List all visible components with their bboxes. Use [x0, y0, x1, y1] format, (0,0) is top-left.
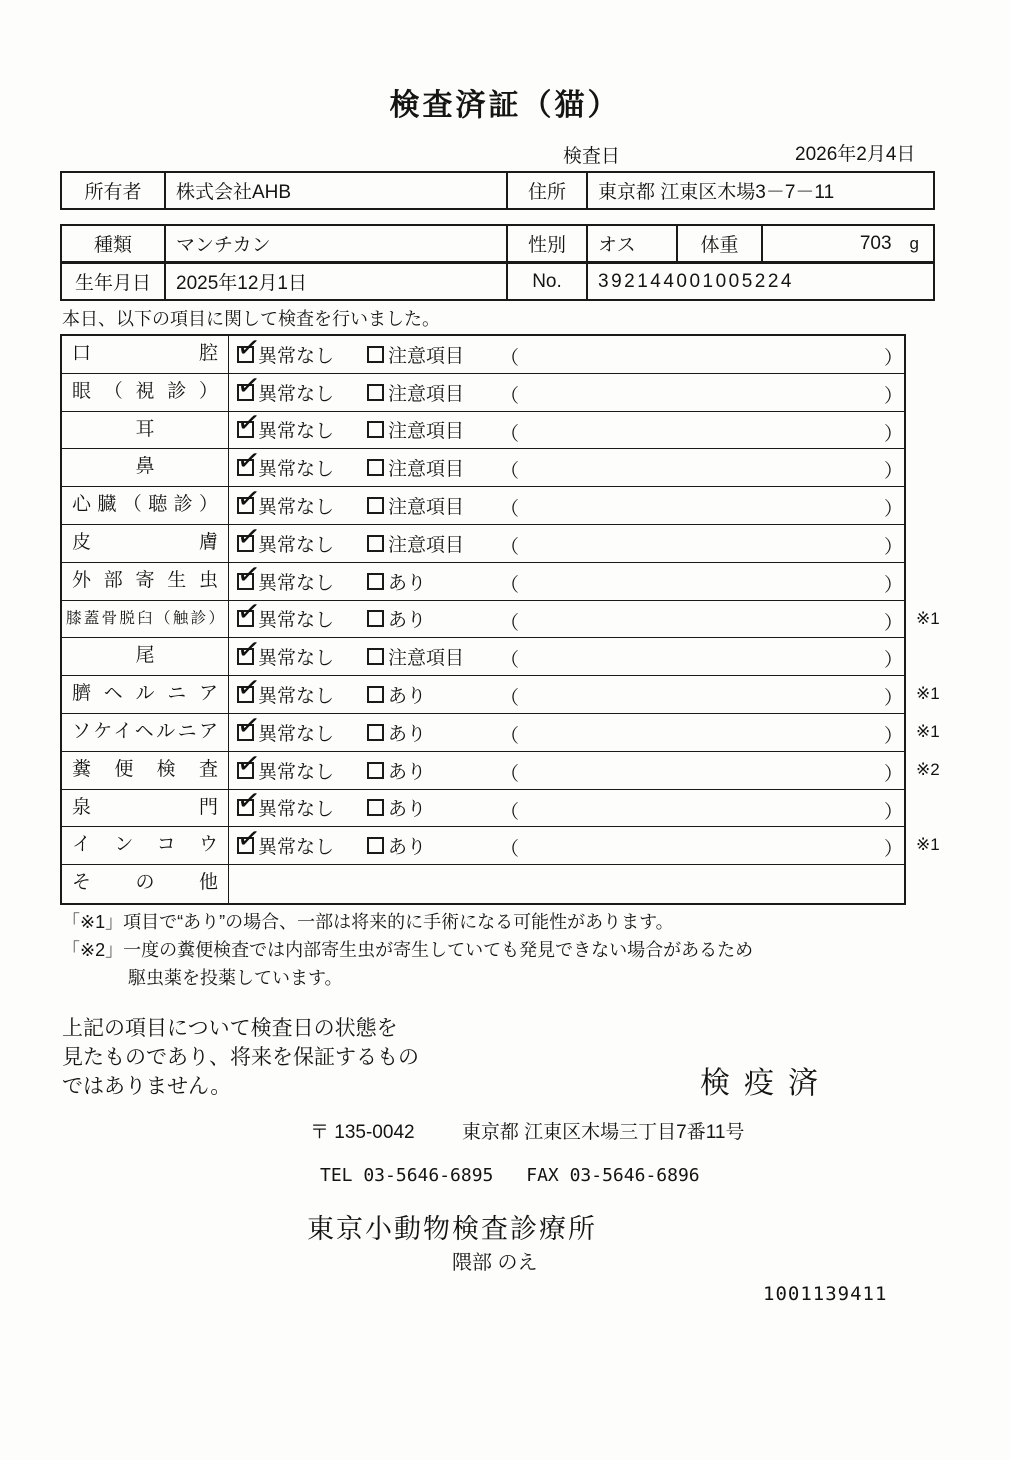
empty-checkbox-icon: [367, 497, 384, 514]
item-name: 口腔: [62, 336, 229, 373]
attention-checkbox: [367, 487, 464, 524]
breed-value: マンチカン: [166, 226, 508, 261]
no-label: No.: [508, 264, 588, 299]
checked-checkbox-icon: [235, 406, 263, 440]
empty-checkbox-icon: [367, 686, 384, 703]
checkbox-label: 注意項目: [388, 459, 465, 481]
paren-open: （: [500, 612, 520, 634]
paren-open: （: [500, 461, 520, 483]
paren-open: （: [500, 763, 520, 785]
empty-checkbox-icon: [367, 837, 384, 854]
check-mark-icon: ✓: [235, 670, 263, 705]
checked-checkbox-icon: [235, 632, 263, 667]
inspection-row: [62, 481, 904, 525]
paren-open: （: [500, 688, 520, 710]
paren-open: （: [500, 348, 520, 369]
tel-fax-line: [320, 1165, 700, 1186]
footnote-1: 「※1」項目で“あり”の場合、一部は将来的に手術になる可能性があります。: [62, 912, 674, 932]
paren-open: （: [500, 385, 520, 407]
inspection-row: [62, 330, 904, 374]
inspection-row: [62, 670, 940, 714]
footnotes: [62, 908, 753, 992]
no-abnormality-checkbox: [235, 330, 335, 373]
no-value: 392144001005224: [598, 270, 795, 292]
check-mark-icon: ✓: [235, 406, 263, 440]
reference-mark: ※1: [916, 684, 940, 704]
empty-checkbox-icon: [367, 421, 384, 438]
paren-close: ）: [884, 536, 904, 558]
paren-open: （: [500, 499, 520, 521]
checked-checkbox-icon: [235, 481, 263, 516]
no-abnormality-checkbox: [235, 519, 335, 562]
check-mark-icon: ✓: [235, 746, 263, 781]
checkbox-label: 注意項目: [388, 383, 465, 405]
weight-value: [763, 226, 933, 261]
empty-checkbox-icon: [367, 724, 384, 741]
inspection-row: [62, 821, 940, 865]
checkbox-label: 異常なし: [258, 648, 335, 670]
attention-checkbox: [367, 676, 426, 713]
item-name: インコウ: [62, 827, 229, 864]
breed-label: 種類: [62, 226, 166, 261]
sex-label: 性別: [508, 226, 588, 261]
check-mark-icon: ✓: [235, 519, 263, 554]
empty-checkbox-icon: [367, 573, 384, 590]
weight-unit: g: [909, 233, 919, 253]
inspection-row: [62, 368, 904, 412]
sex-value: オス: [588, 226, 678, 261]
empty-checkbox-icon: [367, 535, 384, 552]
paren-close: ）: [884, 385, 904, 407]
attention-checkbox: [367, 336, 464, 373]
paren-open: （: [500, 650, 520, 672]
item-name: ソケイヘルニア: [62, 714, 229, 751]
inspection-row: [62, 865, 904, 903]
attention-checkbox: [367, 790, 426, 827]
quarantine-passed-stamp: 検疫済: [700, 1067, 832, 1100]
item-name: 膝蓋骨脱臼（触診）: [62, 601, 229, 638]
attention-checkbox: [367, 374, 464, 411]
item-name: 心臓（聴診）: [62, 487, 229, 524]
no-abnormality-checkbox: [235, 443, 335, 486]
inspection-row: [62, 519, 904, 563]
no-abnormality-checkbox: [235, 746, 335, 789]
clinic-name: 東京小動物検査診療所: [307, 1214, 597, 1244]
inspection-row: [62, 746, 940, 790]
document-title: 検査済証（猫）: [389, 89, 621, 122]
check-mark-icon: ✓: [235, 368, 263, 403]
paren-close: ）: [884, 650, 904, 672]
no-abnormality-checkbox: [235, 632, 335, 675]
no-abnormality-checkbox: [235, 368, 335, 411]
inspection-row: [62, 708, 940, 752]
address-label: 住所: [508, 173, 588, 208]
footnote-2: 「※2」一度の糞便検査では内部寄生虫が寄生していても発見できない場合があるため: [62, 940, 754, 960]
birth-value: 2025年12月1日: [166, 264, 508, 299]
empty-checkbox-icon: [367, 459, 384, 476]
empty-checkbox-icon: [367, 648, 384, 665]
paren-close: ）: [884, 839, 904, 861]
paren-close: ）: [884, 461, 904, 483]
checkbox-label: 異常なし: [258, 610, 335, 632]
attention-checkbox: [367, 525, 464, 562]
item-name: 糞便検査: [62, 752, 229, 789]
checkbox-label: 異常なし: [258, 497, 335, 519]
paren-open: （: [500, 574, 520, 596]
reference-mark: ※1: [916, 721, 940, 741]
attention-checkbox: [367, 449, 464, 486]
inspection-row: [62, 594, 940, 639]
item-name: 鼻: [62, 449, 229, 486]
checkbox-label: 異常なし: [258, 345, 335, 367]
paren-open: （: [500, 423, 520, 445]
paren-close: ）: [884, 725, 904, 747]
attention-checkbox: [367, 412, 464, 449]
checked-checkbox-icon: [235, 368, 263, 403]
clinic-address-line: [310, 1117, 744, 1144]
paren-close: ）: [884, 574, 904, 596]
birth-row: [60, 262, 935, 301]
checkbox-label: あり: [388, 572, 427, 594]
checked-checkbox-icon: [235, 594, 263, 629]
no-abnormality-checkbox: [235, 481, 335, 524]
check-mark-icon: ✓: [235, 783, 263, 818]
checked-checkbox-icon: [235, 519, 263, 554]
item-name: 眼（視診）: [62, 374, 229, 411]
owner-value: 株式会社AHB: [166, 173, 508, 208]
checkbox-label: 異常なし: [258, 572, 335, 594]
reference-mark: ※1: [916, 835, 940, 855]
checkbox-label: 注意項目: [388, 345, 465, 367]
serial-number: 1001139411: [763, 1283, 888, 1305]
checked-checkbox-icon: [235, 783, 263, 818]
checked-checkbox-icon: [235, 557, 263, 592]
address-value: 東京都 江東区木場3－7－11: [598, 182, 835, 203]
item-name: 臍ヘルニア: [62, 676, 229, 713]
attention-checkbox: [367, 638, 464, 675]
reference-mark: ※2: [916, 759, 940, 779]
inspection-date-label: 検査日: [563, 146, 621, 167]
intro-text: 本日、以下の項目に関して検査を行いました。: [62, 309, 440, 329]
inspection-row: [62, 406, 904, 450]
check-mark-icon: ✓: [235, 330, 263, 365]
empty-checkbox-icon: [367, 384, 384, 401]
checkbox-label: 異常なし: [258, 723, 335, 745]
paren-close: ）: [884, 801, 904, 823]
owner-row: [60, 171, 935, 210]
item-name: 泉門: [62, 790, 229, 827]
inspection-row: [62, 632, 904, 676]
postal-code: 〒 135-0042: [310, 1122, 415, 1143]
check-mark-icon: ✓: [235, 557, 263, 592]
paren-open: （: [500, 725, 520, 747]
inspection-row: [62, 443, 904, 487]
owner-label: 所有者: [62, 173, 166, 208]
empty-checkbox-icon: [367, 610, 384, 627]
no-abnormality-checkbox: [235, 670, 335, 713]
checkbox-label: 注意項目: [388, 534, 465, 556]
paren-close: ）: [884, 612, 904, 634]
check-mark-icon: ✓: [235, 481, 263, 516]
disclaimer-line-2: 見たものであり、将来を保証するもの: [62, 1046, 419, 1069]
tel-number: TEL 03-5646-6895: [320, 1165, 494, 1186]
check-mark-icon: ✓: [235, 594, 263, 629]
animal-row: [60, 224, 935, 263]
checkbox-label: 異常なし: [258, 686, 335, 708]
checkbox-label: あり: [388, 799, 427, 821]
checkbox-label: あり: [388, 837, 427, 859]
checked-checkbox-icon: [235, 330, 263, 365]
checked-checkbox-icon: [235, 443, 263, 478]
no-abnormality-checkbox: [235, 821, 335, 864]
paren-close: ）: [884, 348, 904, 369]
item-name: 耳: [62, 412, 229, 449]
checkbox-label: 注意項目: [388, 421, 465, 443]
item-name: 皮膚: [62, 525, 229, 562]
checkbox-label: 異常なし: [258, 383, 335, 405]
attention-checkbox: [367, 601, 426, 638]
checkbox-label: 異常なし: [258, 837, 335, 859]
empty-checkbox-icon: [367, 762, 384, 779]
attention-checkbox: [367, 714, 426, 751]
paren-open: （: [500, 801, 520, 823]
no-abnormality-checkbox: [235, 783, 335, 827]
checkbox-label: あり: [388, 761, 427, 783]
veterinarian-name: 隈部 のえ: [452, 1252, 538, 1274]
checked-checkbox-icon: [235, 821, 263, 856]
checked-checkbox-icon: [235, 746, 263, 781]
inspection-table: [60, 330, 940, 905]
check-mark-icon: ✓: [235, 821, 263, 856]
weight-label: 体重: [678, 226, 763, 261]
paren-close: ）: [884, 499, 904, 521]
checkbox-label: 異常なし: [258, 421, 335, 443]
check-mark-icon: ✓: [235, 632, 263, 667]
item-name: 尾: [62, 638, 229, 675]
check-mark-icon: ✓: [235, 443, 263, 478]
attention-checkbox: [367, 827, 426, 864]
empty-checkbox-icon: [367, 799, 384, 816]
checkbox-label: 注意項目: [388, 497, 465, 519]
paren-close: ）: [884, 688, 904, 710]
checkbox-label: 異常なし: [258, 459, 335, 481]
inspection-row: [62, 557, 904, 601]
no-abnormality-checkbox: [235, 708, 335, 751]
attention-checkbox: [367, 563, 426, 600]
checkbox-label: あり: [388, 610, 427, 632]
inspection-date-value: 2026年2月4日: [795, 144, 916, 165]
checked-checkbox-icon: [235, 708, 263, 743]
checkbox-label: あり: [388, 723, 427, 745]
no-abnormality-checkbox: [235, 557, 335, 600]
footnote-2-continued: 駆虫薬を投薬しています。: [128, 968, 343, 988]
fax-number: FAX 03-5646-6896: [526, 1165, 700, 1186]
no-abnormality-checkbox: [235, 406, 335, 449]
paren-close: ）: [884, 423, 904, 445]
paren-open: （: [500, 839, 520, 861]
item-name: その他: [62, 865, 229, 903]
disclaimer-line-1: 上記の項目について検査日の状態を: [62, 1017, 398, 1040]
paren-close: ）: [884, 763, 904, 785]
reference-mark: ※1: [916, 608, 940, 628]
checkbox-label: 異常なし: [258, 799, 335, 821]
birth-label: 生年月日: [62, 264, 166, 299]
checkbox-label: 注意項目: [388, 648, 465, 670]
checked-checkbox-icon: [235, 670, 263, 705]
attention-checkbox: [367, 752, 426, 789]
clinic-address: 東京都 江東区木場三丁目7番11号: [461, 1122, 745, 1143]
no-abnormality-checkbox: [235, 594, 335, 638]
check-mark-icon: ✓: [235, 708, 263, 743]
disclaimer-line-3: ではありません。: [62, 1075, 232, 1098]
empty-checkbox-icon: [367, 346, 384, 363]
item-name: 外部寄生虫: [62, 563, 229, 600]
inspection-row: [62, 783, 904, 828]
paren-open: （: [500, 536, 520, 558]
weight-number: 703: [859, 232, 892, 254]
checkbox-label: 異常なし: [258, 761, 335, 783]
checkbox-label: あり: [388, 686, 427, 708]
disclaimer-text: [62, 1014, 419, 1101]
checkbox-label: 異常なし: [258, 534, 335, 556]
